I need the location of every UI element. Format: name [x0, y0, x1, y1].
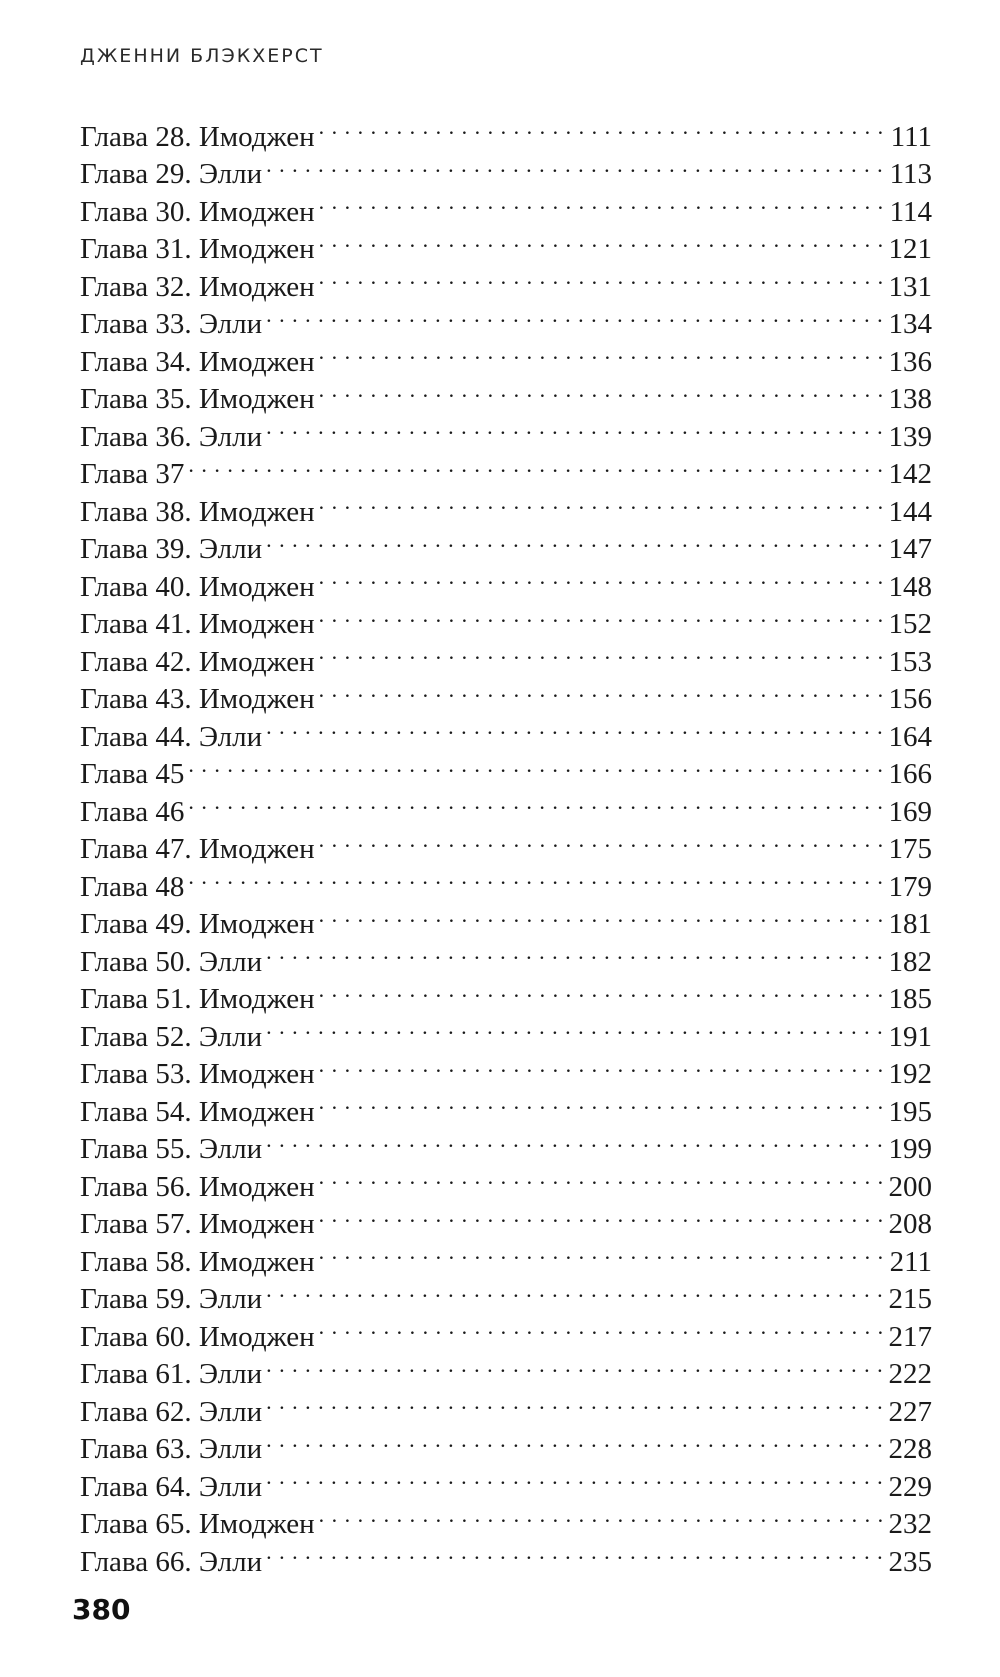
toc-dot-leader: [266, 708, 884, 746]
toc-entry-page: 136: [888, 345, 932, 378]
toc-entry: [80, 446, 932, 490]
toc-entry-page: 182: [888, 945, 932, 978]
toc-entry-title: Глава 47. Имоджен: [80, 833, 315, 865]
toc-entry-title: Глава 38. Имоджен: [80, 495, 315, 528]
toc-entry-title: Глава 46: [80, 795, 185, 828]
toc-entry-title: Глава 32. Имоджен: [80, 270, 315, 303]
toc-dot-leader: [319, 183, 886, 221]
toc-entry-title: Глава 34. Имоджен: [80, 345, 315, 378]
toc-entry-title: Глава 42. Имоджен: [80, 645, 315, 678]
toc-dot-leader: [266, 933, 884, 971]
toc-entry-page: 215: [888, 1283, 932, 1315]
toc-dot-leader: [319, 1196, 885, 1234]
toc-entry-title: Глава 54. Имоджен: [80, 1095, 315, 1128]
toc-dot-leader: [319, 1233, 886, 1271]
toc-entry-title: Глава 31. Имоджен: [80, 233, 315, 265]
toc-entry-page: 142: [888, 458, 932, 490]
toc-entry-page: 228: [888, 1433, 932, 1465]
toc-dot-leader: [319, 1496, 885, 1534]
toc-entry-page: 175: [888, 833, 932, 865]
toc-entry: [80, 821, 932, 865]
toc-entry-title: Глава 50. Элли: [80, 945, 263, 978]
toc-dot-leader: [319, 258, 885, 296]
toc-dot-leader: [319, 1083, 885, 1121]
toc-entry: [80, 746, 932, 790]
toc-entry-title: Глава 48: [80, 870, 185, 903]
toc-entry-title: Глава 58. Имоджен: [80, 1245, 315, 1278]
toc-dot-leader: [319, 671, 885, 709]
toc-entry-title: Глава 52. Элли: [80, 1020, 263, 1053]
toc-entry-title: Глава 64. Элли: [80, 1470, 263, 1503]
toc-entry-page: 134: [888, 308, 932, 340]
toc-entry-page: 208: [888, 1208, 932, 1240]
toc-entry-page: 139: [888, 420, 932, 453]
toc-entry-page: 169: [888, 795, 932, 828]
toc-dot-leader: [188, 783, 884, 821]
toc-entry-page: 147: [888, 533, 932, 565]
toc-entry-page: 185: [888, 983, 932, 1015]
toc-entry: [80, 483, 932, 528]
toc-dot-leader: [319, 558, 885, 596]
toc-dot-leader: [266, 1421, 884, 1459]
toc-dot-leader: [266, 1346, 884, 1384]
toc-entry-title: Глава 28. Имоджен: [80, 120, 315, 153]
toc-entry-title: Глава 63. Элли: [80, 1433, 263, 1465]
toc-entry-page: 229: [888, 1470, 932, 1503]
toc-entry-title: Глава 36. Элли: [80, 420, 263, 453]
toc-entry-page: 156: [888, 683, 932, 715]
toc-dot-leader: [266, 296, 884, 334]
toc-entry-page: 222: [888, 1358, 932, 1390]
toc-dot-leader: [319, 108, 887, 146]
toc-entry-page: 164: [888, 720, 932, 753]
toc-entry-title: Глава 66. Элли: [80, 1545, 263, 1578]
toc-entry-page: 191: [888, 1020, 932, 1053]
toc-entry-page: 179: [888, 870, 932, 903]
toc-entry-page: 235: [888, 1545, 932, 1578]
toc-dot-leader: [319, 1158, 885, 1196]
toc-entry-title: Глава 51. Имоджен: [80, 983, 315, 1015]
toc-dot-leader: [266, 1271, 884, 1309]
toc-dot-leader: [266, 1383, 884, 1421]
toc-entry-title: Глава 60. Имоджен: [80, 1320, 315, 1353]
toc-entry-page: 166: [888, 758, 932, 790]
toc-entry-page: 199: [888, 1133, 932, 1165]
toc-entry-page: 153: [888, 645, 932, 678]
toc-dot-leader: [319, 1308, 885, 1346]
toc-entry-page: 114: [889, 195, 932, 228]
toc-entry-page: 131: [888, 270, 932, 303]
toc-entry-page: 211: [889, 1245, 932, 1278]
toc-entry-page: 217: [888, 1320, 932, 1353]
running-head-author: ДЖЕННИ БЛЭКХЕРСТ: [80, 45, 324, 67]
toc-dot-leader: [266, 146, 885, 184]
toc-dot-leader: [319, 333, 885, 371]
toc-dot-leader: [319, 371, 885, 409]
toc-dot-leader: [188, 446, 884, 484]
toc-entry-title: Глава 43. Имоджен: [80, 683, 315, 715]
toc-entry-page: 111: [890, 120, 932, 153]
toc-entry-title: Глава 45: [80, 758, 185, 790]
toc-entry-page: 192: [888, 1058, 932, 1090]
toc-entry-title: Глава 33. Элли: [80, 308, 263, 340]
toc-entry-title: Глава 61. Элли: [80, 1358, 263, 1390]
toc-entry-title: Глава 44. Элли: [80, 720, 263, 753]
toc-dot-leader: [266, 1458, 884, 1496]
toc-entry-page: 152: [888, 608, 932, 640]
toc-entry-page: 144: [888, 495, 932, 528]
toc-dot-leader: [266, 1008, 884, 1046]
toc-entry-title: Глава 39. Элли: [80, 533, 263, 565]
toc-dot-leader: [188, 858, 884, 896]
page-number: 380: [72, 1593, 131, 1626]
toc-dot-leader: [319, 971, 885, 1009]
toc-dot-leader: [319, 1046, 885, 1084]
toc-dot-leader: [319, 596, 885, 634]
toc-entry-title: Глава 30. Имоджен: [80, 195, 315, 228]
toc-entry: [80, 783, 932, 828]
toc-entry: [80, 896, 932, 940]
toc-entry-page: 181: [888, 908, 932, 940]
toc-entry-page: 227: [888, 1395, 932, 1428]
toc-entry-title: Глава 41. Имоджен: [80, 608, 315, 640]
toc-entry-title: Глава 59. Элли: [80, 1283, 263, 1315]
toc-dot-leader: [319, 633, 885, 671]
toc-dot-leader: [319, 896, 885, 934]
table-of-contents: [80, 108, 932, 1578]
toc-dot-leader: [319, 221, 885, 259]
toc-entry-page: 121: [888, 233, 932, 265]
toc-dot-leader: [266, 1533, 884, 1571]
toc-entry: [80, 108, 932, 153]
toc-dot-leader: [188, 746, 884, 784]
toc-entry-title: Глава 53. Имоджен: [80, 1058, 315, 1090]
toc-entry-title: Глава 57. Имоджен: [80, 1208, 315, 1240]
toc-dot-leader: [319, 483, 885, 521]
toc-entry-title: Глава 65. Имоджен: [80, 1508, 315, 1540]
toc-entry-page: 138: [888, 383, 932, 415]
toc-dot-leader: [266, 408, 884, 446]
toc-entry-page: 113: [889, 158, 932, 190]
toc-entry-title: Глава 37: [80, 458, 185, 490]
toc-entry-title: Глава 29. Элли: [80, 158, 263, 190]
toc-entry-title: Глава 55. Элли: [80, 1133, 263, 1165]
toc-entry-page: 148: [888, 570, 932, 603]
toc-dot-leader: [266, 1121, 884, 1159]
toc-entry-title: Глава 40. Имоджен: [80, 570, 315, 603]
toc-entry-title: Глава 49. Имоджен: [80, 908, 315, 940]
toc-entry-page: 195: [888, 1095, 932, 1128]
toc-entry-title: Глава 35. Имоджен: [80, 383, 315, 415]
toc-entry-page: 232: [888, 1508, 932, 1540]
toc-dot-leader: [319, 821, 885, 859]
toc-entry-title: Глава 62. Элли: [80, 1395, 263, 1428]
toc-entry: [80, 858, 932, 903]
toc-entry-title: Глава 56. Имоджен: [80, 1170, 315, 1203]
toc-entry-page: 200: [888, 1170, 932, 1203]
toc-dot-leader: [266, 521, 884, 559]
